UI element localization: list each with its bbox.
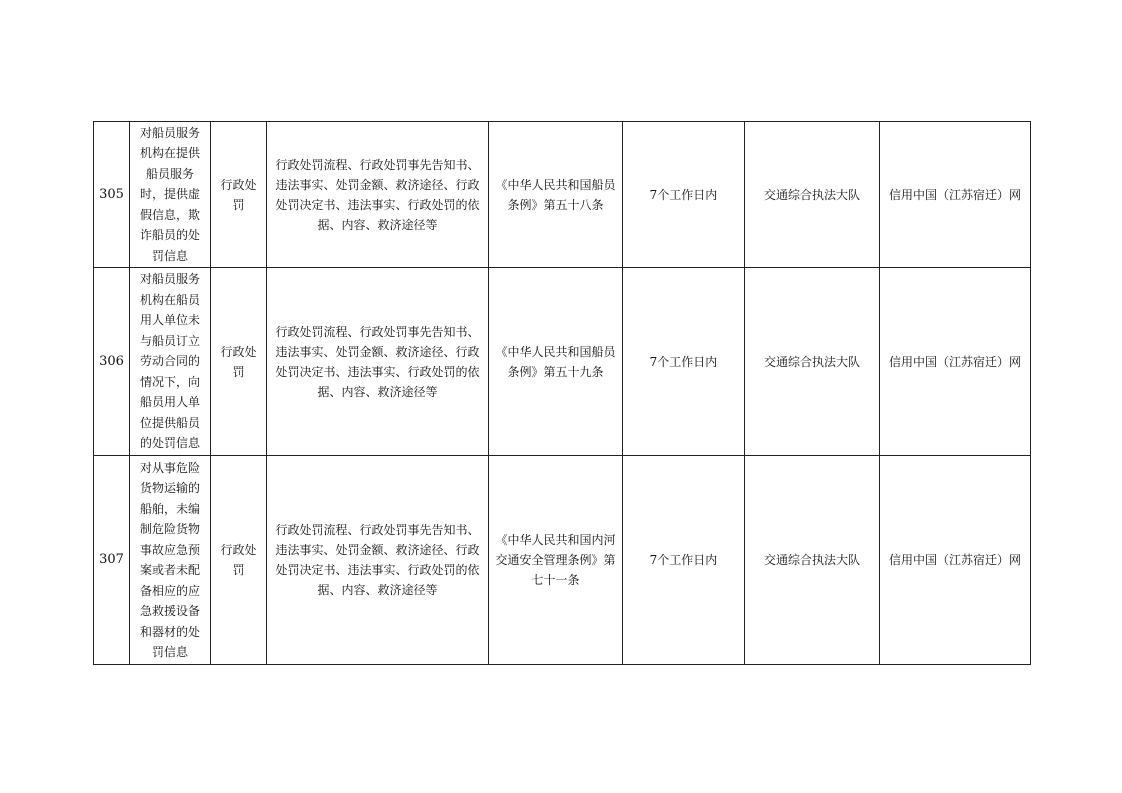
row-number: 305 <box>94 122 130 268</box>
time-limit: 7个工作日内 <box>623 122 745 268</box>
item-subject: 对船员服务机构在提供船员服务时，提供虚假信息，欺诈船员的处罚信息 <box>130 122 211 268</box>
disclosure-channel: 信用中国（江苏宿迁）网 <box>880 122 1031 268</box>
disclosure-table <box>93 121 1031 665</box>
responsible-department: 交通综合执法大队 <box>745 268 880 456</box>
item-content: 行政处罚流程、行政处罚事先告知书、违法事实、处罚金额、救济途径、行政处罚决定书、违法事实、行政处罚的依据、内容、救济途径等 <box>267 122 489 268</box>
item-category: 行政处罚 <box>211 268 267 456</box>
disclosure-channel: 信用中国（江苏宿迁）网 <box>880 456 1031 665</box>
legal-basis: 《中华人民共和国内河交通安全管理条例》第七十一条 <box>489 456 623 665</box>
disclosure-channel: 信用中国（江苏宿迁）网 <box>880 268 1031 456</box>
item-category: 行政处罚 <box>211 122 267 268</box>
time-limit: 7个工作日内 <box>623 456 745 665</box>
responsible-department: 交通综合执法大队 <box>745 122 880 268</box>
item-category: 行政处罚 <box>211 456 267 665</box>
item-subject: 对从事危险货物运输的船舶，未编制危险货物事故应急预案或者未配备相应的应急救援设备和器材的处罚信息 <box>130 456 211 665</box>
item-subject: 对船员服务机构在船员用人单位未与船员订立劳动合同的情况下，向船员用人单位提供船员的处罚信息 <box>130 268 211 456</box>
item-content: 行政处罚流程、行政处罚事先告知书、违法事实、处罚金额、救济途径、行政处罚决定书、违法事实、行政处罚的依据、内容、救济途径等 <box>267 268 489 456</box>
row-number: 307 <box>94 456 130 665</box>
legal-basis: 《中华人民共和国船员条例》第五十九条 <box>489 268 623 456</box>
row-number: 306 <box>94 268 130 456</box>
responsible-department: 交通综合执法大队 <box>745 456 880 665</box>
legal-basis: 《中华人民共和国船员条例》第五十八条 <box>489 122 623 268</box>
item-content: 行政处罚流程、行政处罚事先告知书、违法事实、处罚金额、救济途径、行政处罚决定书、违法事实、行政处罚的依据、内容、救济途径等 <box>267 456 489 665</box>
time-limit: 7个工作日内 <box>623 268 745 456</box>
table-row <box>94 268 1031 456</box>
table-row <box>94 122 1031 268</box>
table-row <box>94 456 1031 665</box>
